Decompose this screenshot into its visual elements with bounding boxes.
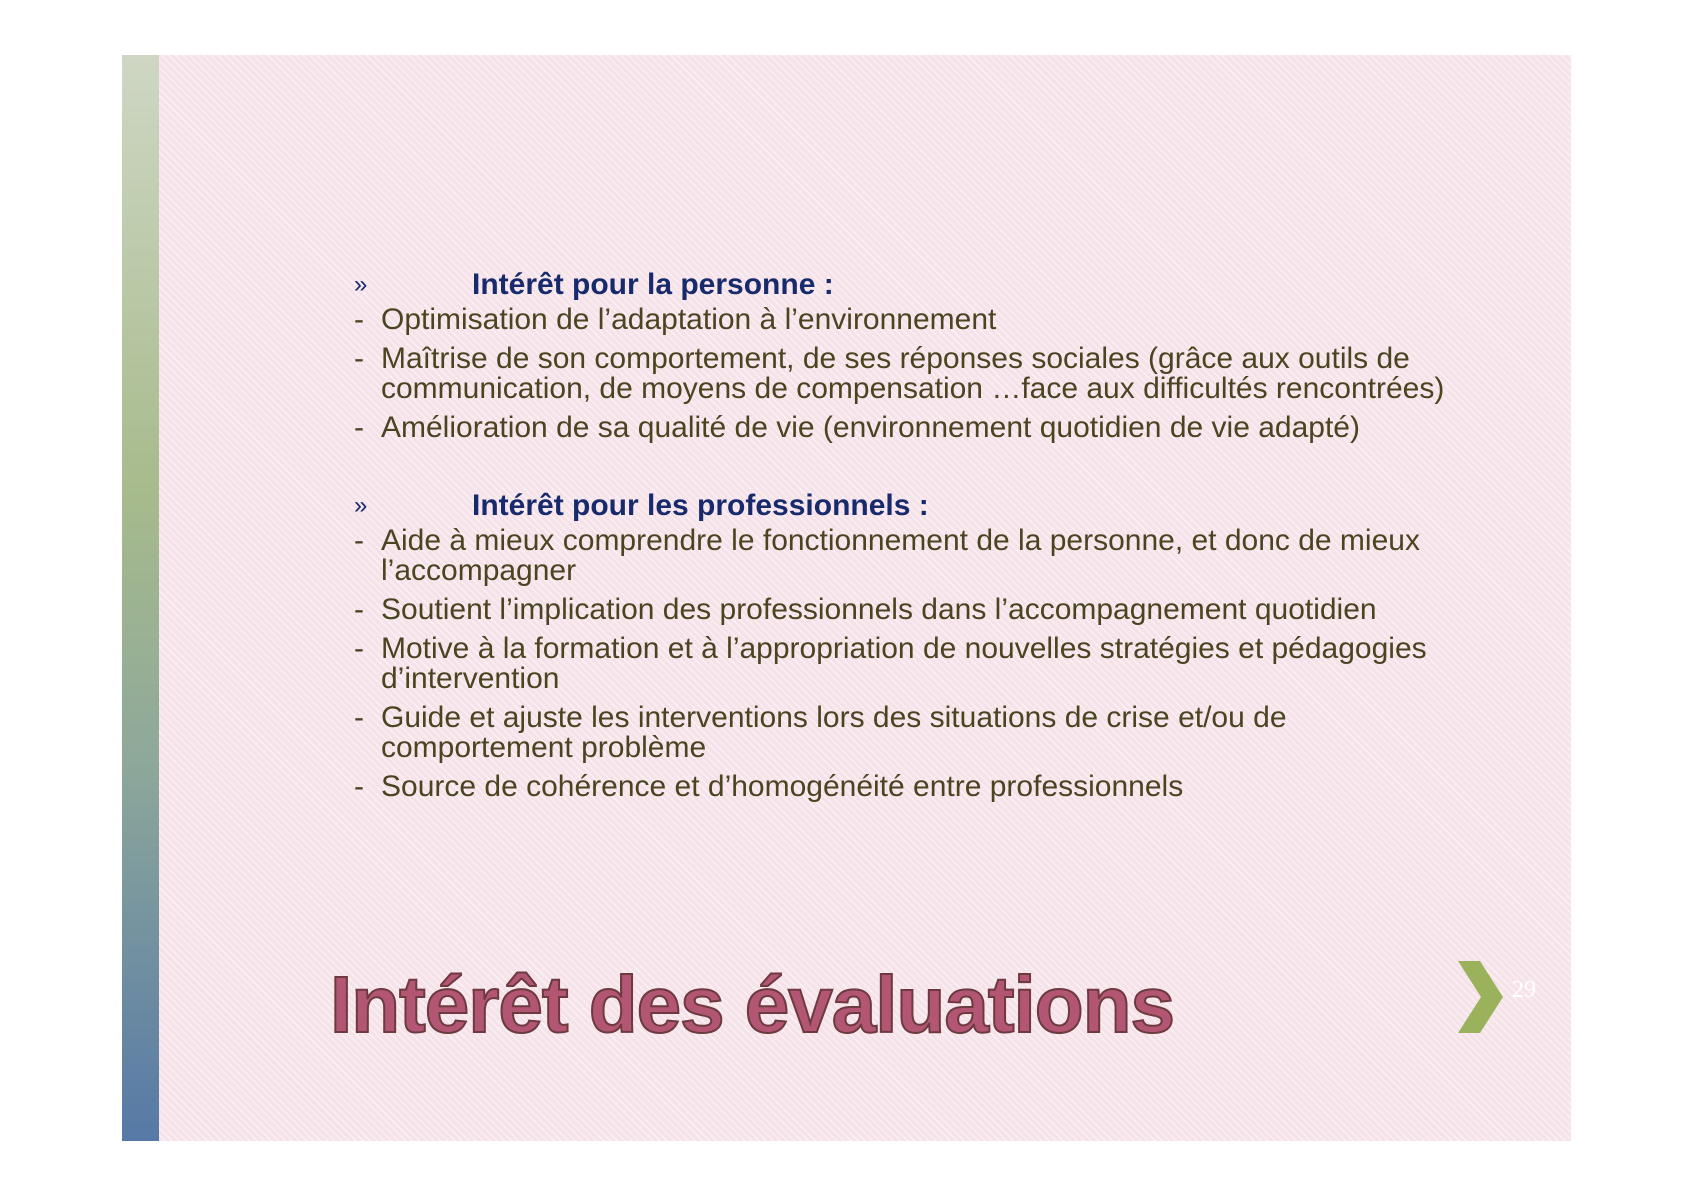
section-heading-text: Intérêt pour les professionnels :	[472, 489, 929, 522]
list-item	[354, 772, 1484, 802]
slide-title: Intérêt des évaluations	[330, 960, 1174, 1049]
list-item	[354, 703, 1484, 763]
dash-bullet: -	[354, 303, 364, 336]
list-item	[354, 305, 1484, 335]
section-heading	[354, 486, 1484, 526]
dash-bullet: -	[354, 593, 364, 626]
chevron-right-icon[interactable]	[1458, 961, 1503, 1033]
page-number: 29	[1512, 977, 1536, 1003]
list-item	[354, 595, 1484, 625]
list-item	[354, 526, 1484, 586]
section-heading-text: Intérêt pour la personne :	[472, 268, 834, 301]
double-chevron-icon: »	[354, 492, 368, 519]
dash-bullet: -	[354, 342, 364, 375]
list-item-text: Maîtrise de son comportement, de ses réponses sociales (grâce aux outils de communication, de moyens de compensation …face aux difficultés rencontrées)	[381, 342, 1445, 405]
dash-bullet: -	[354, 632, 364, 665]
double-chevron-icon: »	[354, 271, 368, 298]
list-item-text: Soutient l’implication des professionnels dans l’accompagnement quotidien	[381, 593, 1377, 626]
list-item-text: Motive à la formation et à l’appropriation de nouvelles stratégies et pédagogies d’intervention	[381, 632, 1427, 695]
slide	[122, 55, 1571, 1141]
slide-body	[354, 265, 1484, 811]
list-item-text: Optimisation de l’adaptation à l’environnement	[381, 303, 997, 336]
list-item	[354, 413, 1484, 443]
list-item-text: Amélioration de sa qualité de vie (environnement quotidien de vie adapté)	[381, 411, 1360, 444]
section-spacer	[354, 452, 1484, 486]
dash-bullet: -	[354, 770, 364, 803]
side-accent-bar	[122, 55, 159, 1141]
list-item	[354, 344, 1484, 404]
dash-bullet: -	[354, 524, 364, 557]
dash-bullet: -	[354, 411, 364, 444]
section-heading	[354, 265, 1484, 305]
list-item-text: Aide à mieux comprendre le fonctionnement de la personne, et donc de mieux l’accompagner	[381, 524, 1420, 587]
dash-bullet: -	[354, 701, 364, 734]
list-item-text: Source de cohérence et d’homogénéité entre professionnels	[381, 770, 1184, 803]
list-item-text: Guide et ajuste les interventions lors des situations de crise et/ou de comportement problème	[381, 701, 1287, 764]
list-item	[354, 634, 1484, 694]
